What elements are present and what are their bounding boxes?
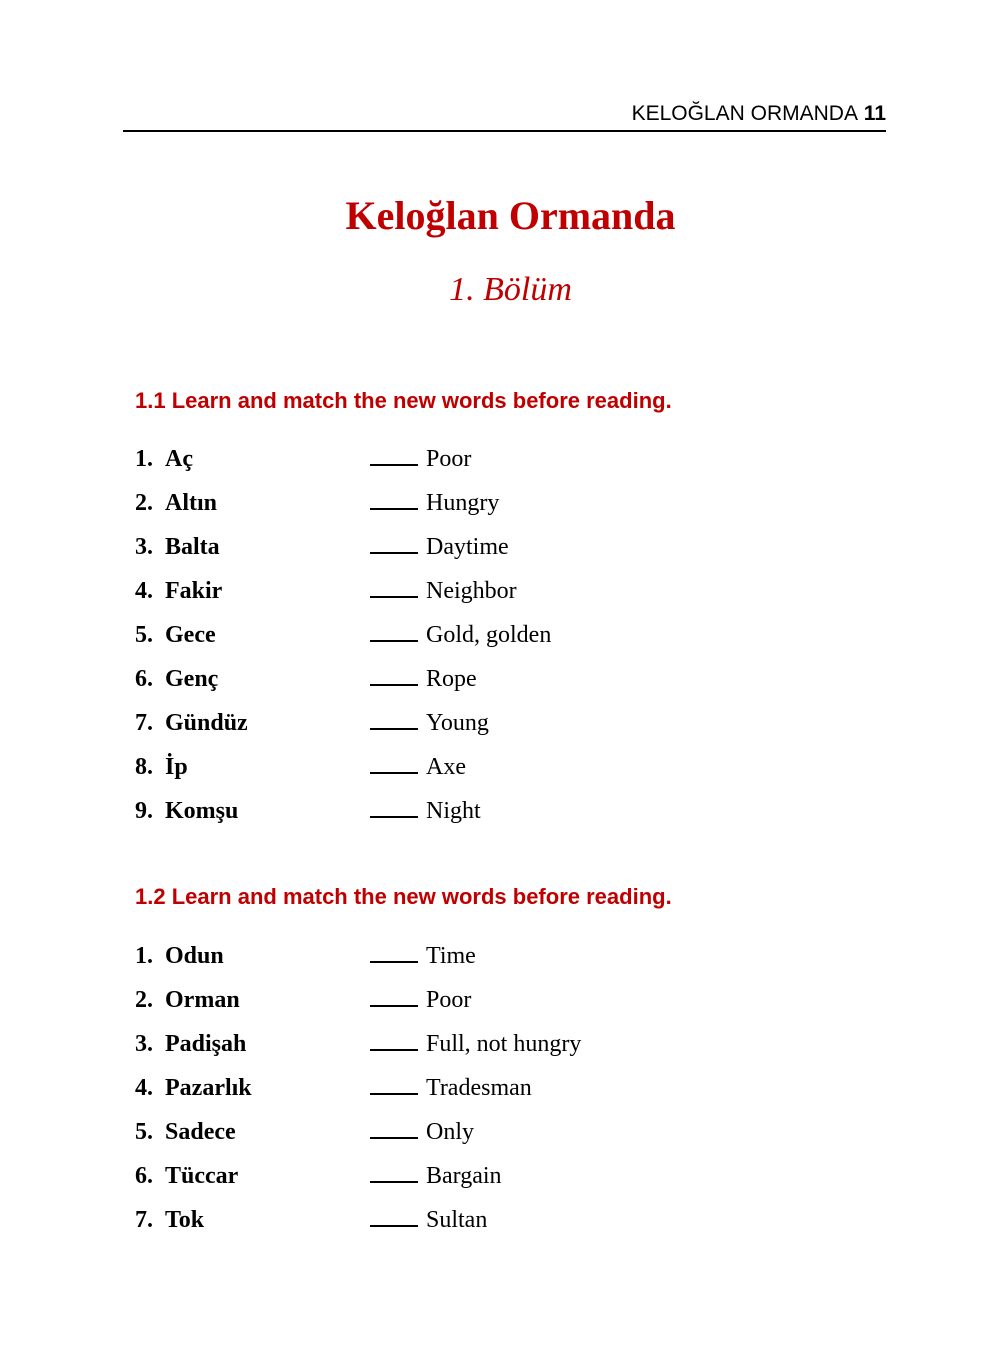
section-heading: 1.2 Learn and match the new words before reading. [135,884,672,910]
match-item-row [135,1154,886,1198]
answer-blank[interactable] [370,961,418,963]
match-item-row [135,1198,886,1242]
english-word: Tradesman [426,1074,532,1101]
match-item-row [135,1066,886,1110]
turkish-term: Genç [165,666,219,693]
match-item-row [135,657,886,701]
turkish-term: Balta [165,534,220,561]
item-number: 3. [135,534,153,561]
turkish-term: Fakir [165,578,223,605]
turkish-term: Tüccar [165,1162,239,1189]
english-word: Poor [426,446,472,473]
turkish-term: İp [165,754,188,781]
match-item-row [135,481,886,525]
item-number: 4. [135,1074,153,1101]
answer-blank[interactable] [370,1093,418,1095]
answer-blank[interactable] [370,1137,418,1139]
exercise-section [135,387,886,834]
answer-blank[interactable] [370,728,418,730]
match-item-row [135,437,886,481]
match-item-row [135,569,886,613]
english-word: Neighbor [426,578,517,605]
match-item-row [135,1022,886,1066]
item-number: 8. [135,754,153,781]
page-content [135,0,886,1242]
turkish-term: Gece [165,622,216,649]
exercise-section [135,883,886,1242]
match-list [135,437,886,833]
match-item-row [135,1110,886,1154]
chapter-subtitle: 1. Bölüm [449,271,572,308]
item-number: 7. [135,1206,153,1233]
turkish-term: Pazarlık [165,1074,252,1101]
turkish-term: Odun [165,942,224,969]
english-word: Daytime [426,534,509,561]
answer-blank[interactable] [370,684,418,686]
header-title: KELOĞLAN ORMANDA [631,102,858,125]
answer-blank[interactable] [370,464,418,466]
english-word: Bargain [426,1162,502,1189]
match-item-row [135,745,886,789]
match-item-row [135,934,886,978]
answer-blank[interactable] [370,1225,418,1227]
header-page-number: 11 [863,102,886,125]
section-heading: 1.1 Learn and match the new words before reading. [135,387,672,413]
match-item-row [135,613,886,657]
item-number: 1. [135,942,153,969]
answer-blank[interactable] [370,772,418,774]
match-item-row [135,789,886,833]
item-number: 1. [135,446,153,473]
turkish-term: Sadece [165,1118,236,1145]
english-word: Poor [426,986,472,1013]
item-number: 4. [135,578,153,605]
item-number: 3. [135,1030,153,1057]
turkish-term: Padişah [165,1030,247,1057]
english-word: Full, not hungry [426,1030,582,1057]
match-item-row [135,701,886,745]
english-word: Young [426,710,489,737]
answer-blank[interactable] [370,816,418,818]
turkish-term: Aç [165,446,193,473]
turkish-term: Orman [165,986,240,1013]
answer-blank[interactable] [370,596,418,598]
english-word: Axe [426,754,466,781]
item-number: 2. [135,986,153,1013]
turkish-term: Gündüz [165,710,248,737]
sections [135,387,886,1242]
turkish-term: Tok [165,1206,205,1233]
answer-blank[interactable] [370,1005,418,1007]
item-number: 5. [135,1118,153,1145]
item-number: 7. [135,710,153,737]
match-item-row [135,978,886,1022]
answer-blank[interactable] [370,1181,418,1183]
turkish-term: Komşu [165,798,239,825]
book-title: Keloğlan Ormanda [345,193,676,238]
item-number: 9. [135,798,153,825]
item-number: 6. [135,1162,153,1189]
english-word: Night [426,798,481,825]
match-item-row [135,525,886,569]
english-word: Time [426,942,476,969]
item-number: 6. [135,666,153,693]
answer-blank[interactable] [370,552,418,554]
answer-blank[interactable] [370,508,418,510]
english-word: Hungry [426,490,500,517]
english-word: Rope [426,666,477,693]
match-list [135,934,886,1242]
item-number: 5. [135,622,153,649]
english-word: Sultan [426,1206,488,1233]
turkish-term: Altın [165,490,218,517]
answer-blank[interactable] [370,640,418,642]
english-word: Only [426,1118,474,1145]
item-number: 2. [135,490,153,517]
english-word: Gold, golden [426,622,552,649]
answer-blank[interactable] [370,1049,418,1051]
